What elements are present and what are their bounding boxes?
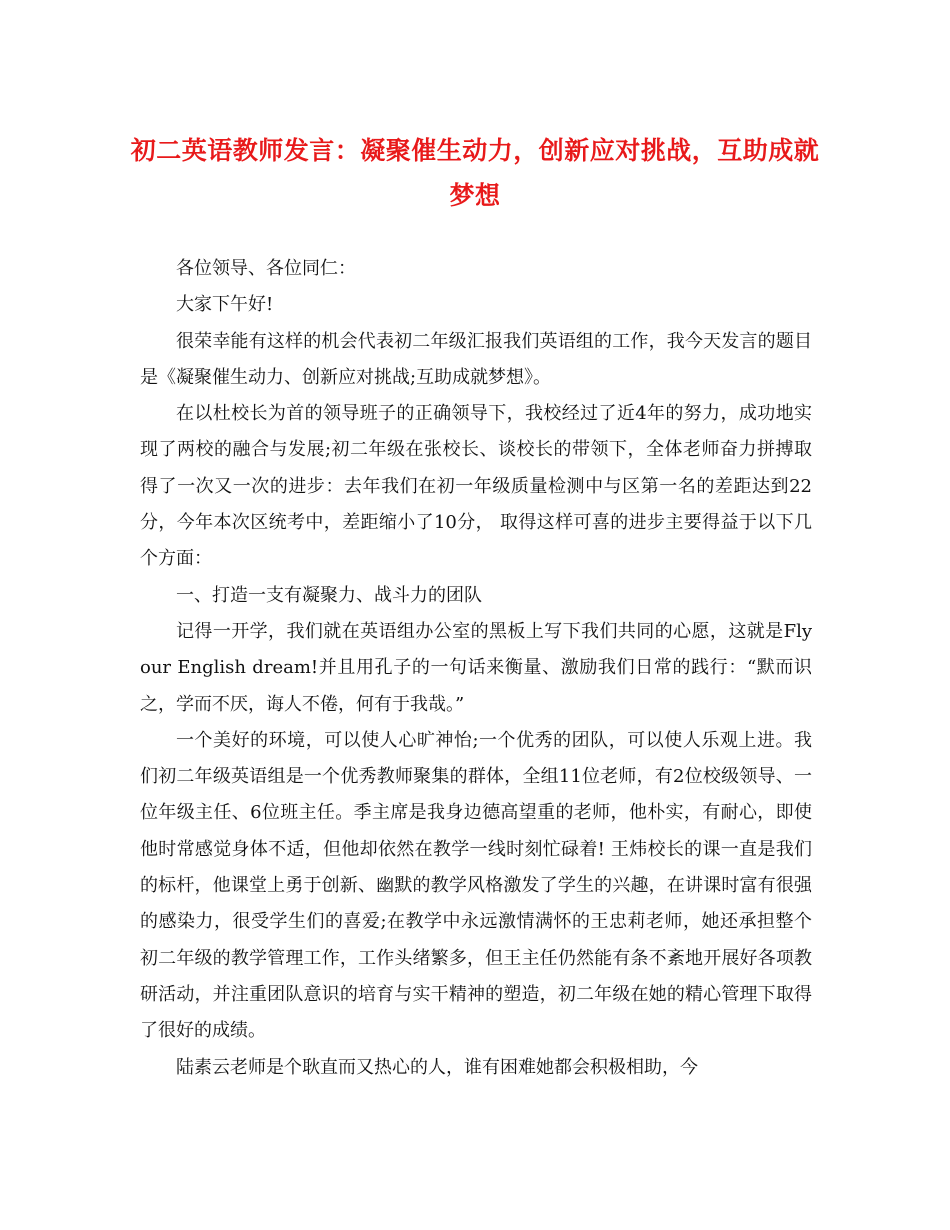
paragraph-team-members: 一个美好的环境，可以使人心旷神怡;一个优秀的团队，可以使人乐观上进。我们初二年级英语组是一个优秀教师聚集的群体，全组11位老师，有2位校级领导、一位年级主任、6位班主任。季主席是我身边德高望重的老师，他朴实，有耐心，即使他时常感觉身体不适，但他却依然在教学一线时刻忙碌着! 王炜校长的课一直是我们的标杆，他课堂上勇于创新、幽默的教学风格激发了学生的兴趣，在讲课时富有很强的感染力，很受学生们的喜爱;在教学中永远激情满怀的王忠莉老师，她还承担整个初二年级的教学管理工作，工作头绪繁多，但王主任仍然能有条不紊地开展好各项教研活动，并注重团队意识的培育与实干精神的塑造，初二年级在她的精心管理下取得了很好的成绩。 bbox=[140, 729, 812, 1042]
paragraph-dream: 记得一开学，我们就在英语组办公室的黑板上写下我们共同的心愿，这就是Fly our English dream!并且用孔子的一句话来衡量、激励我们日常的践行：“默而识之，学而不厌，诲人不倦，何有于我哉。” bbox=[140, 620, 812, 715]
paragraph-good-afternoon: 大家下午好! bbox=[176, 294, 274, 316]
paragraph-intro: 很荣幸能有这样的机会代表初二年级汇报我们英语组的工作，我今天发言的题目是《凝聚催生动力、创新应对挑战;互助成就梦想》。 bbox=[140, 330, 812, 388]
document-title: 初二英语教师发言：凝聚催生动力，创新应对挑战，互助成就梦想 bbox=[130, 136, 820, 210]
paragraph-greeting: 各位领导、各位同仁： bbox=[176, 258, 356, 279]
paragraph-progress: 在以杜校长为首的领导班子的正确领导下，我校经过了近4年的努力，成功地实现了两校的融合与发展;初二年级在张校长、谈校长的带领下，全体老师奋力拼搏取得了一次又一次的进步：去年我们在初一年级质量检测中与区第一名的差距达到22分，今年本次区统考中，差距缩小了10分， 取得这样可喜的进步主要得益于以下几个方面： bbox=[140, 403, 812, 570]
document-body bbox=[140, 251, 812, 1086]
paragraph-lu-suyun: 陆素云老师是个耿直而又热心的人，谁有困难她都会积极相助，今 bbox=[176, 1056, 698, 1078]
section-heading-team: 一、打造一支有凝聚力、战斗力的团队 bbox=[176, 584, 482, 606]
